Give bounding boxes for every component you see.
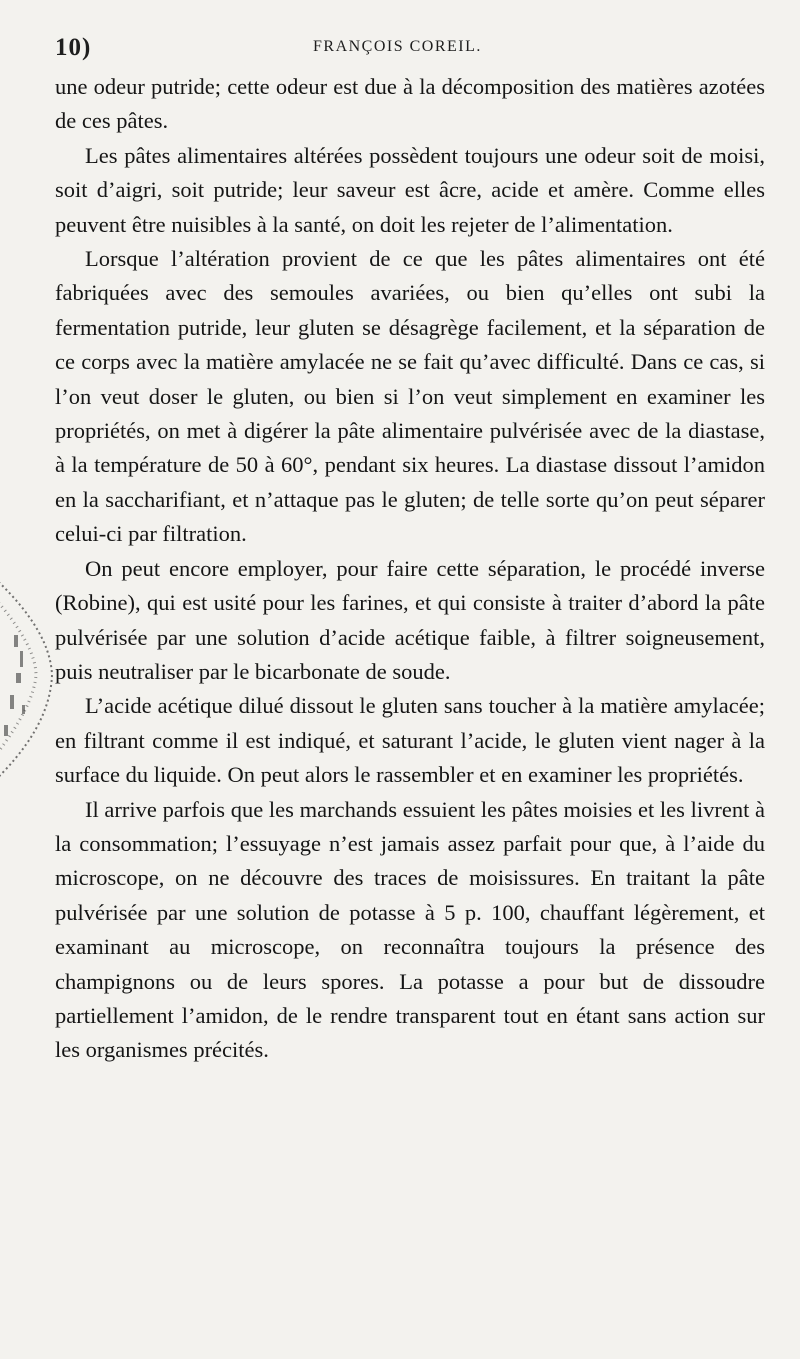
body-text [55, 70, 765, 1068]
page-number: 10) [55, 34, 92, 61]
paragraph: Lorsque l’altération provient de ce que les pâtes alimentaires ont été fabriquées avec des semoules avariées, ou bien qu’elles ont subi la fermentation putride, leur gluten se désagrège facilement, et la séparation de ce corps avec la matière amylacée ne se fait qu’avec difficulté. Dans ce cas, si l’on veut doser le gluten, ou bien si l’on veut simplement en examiner les propriétés, on met à digérer la pâte alimentaire pulvérisée avec de la diastase, à la température de 50 à 60°, pendant six heures. La diastase dissout l’amidon en la saccharifiant, et n’attaque pas le gluten; de telle sorte qu’on peut séparer celui-ci par filtration. [55, 246, 765, 547]
paragraph: Il arrive parfois que les marchands essuient les pâtes moisies et les livrent à la consommation; l’essuyage n’est jamais assez parfait pour que, à l’aide du microscope, on ne découvre des traces de moisissures. En traitant la pâte pulvérisée par une solution de potasse à 5 p. 100, chauffant légèrement, et examinant au microscope, on reconnaîtra toujours la présence des champignons ou de leurs spores. La potasse a pour but de dissoudre partiellement l’amidon, de le rendre transparent tout en étant sans action sur les organismes précités. [55, 796, 765, 1063]
running-title: FRANÇOIS COREIL. [313, 38, 482, 55]
paragraph: On peut encore employer, pour faire cette séparation, le procédé inverse (Robine), qui est usité pour les farines, et qui consiste à traiter d’abord la pâte pulvérisée par une solution d’acide acétique faible, à filtrer soigneusement, puis neutraliser par le bicarbonate de soude. [55, 555, 765, 684]
page-header [55, 34, 760, 64]
library-stamp-mark [0, 555, 60, 795]
paragraph: une odeur putride; cette odeur est due à la décomposition des matières azotées de ces pâtes. [55, 74, 765, 134]
paragraph: Les pâtes alimentaires altérées possèdent toujours une odeur soit de moisi, soit d’aigri, soit putride; leur saveur est âcre, acide et amère. Comme elles peuvent être nuisibles à la santé, on doit les rejeter de l’alimentation. [55, 142, 765, 237]
paragraph: L’acide acétique dilué dissout le gluten sans toucher à la matière amylacée; en filtrant comme il est indiqué, et saturant l’acide, le gluten vient nager à la surface du liquide. On peut alors le rassembler et en examiner les propriétés. [55, 693, 765, 788]
